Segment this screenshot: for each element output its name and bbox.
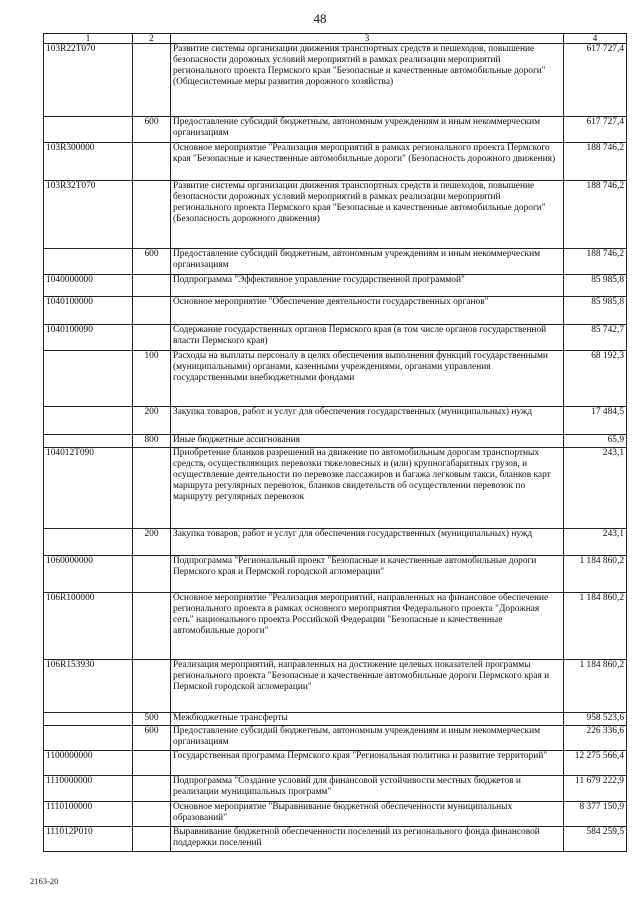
row-code: 1040000000 xyxy=(44,275,133,297)
row-amount: 584 259,5 xyxy=(564,827,627,852)
row-expense-type: 500 xyxy=(133,713,171,726)
row-expense-type xyxy=(133,802,171,827)
table-row xyxy=(44,827,627,852)
row-code: 1060000000 xyxy=(44,556,133,593)
column-number-row xyxy=(44,34,627,44)
table-row xyxy=(44,802,627,827)
row-name: Основное мероприятие "Реализация мероприятий в рамках регионального проекта Пермского края "Безопасные и качественные автомобильные дороги" (Безопасность дорожного движения) xyxy=(171,143,564,181)
row-expense-type: 800 xyxy=(133,435,171,448)
row-name: Выравнивание бюджетной обеспеченности поселений из регионального фонда финансовой поддержки поселений xyxy=(171,827,564,852)
row-amount: 85 985,8 xyxy=(564,297,627,325)
row-expense-type xyxy=(133,556,171,593)
row-expense-type xyxy=(133,181,171,249)
row-expense-type: 200 xyxy=(133,407,171,435)
row-code: 1100000000 xyxy=(44,751,133,776)
row-expense-type: 100 xyxy=(133,351,171,407)
row-expense-type: 600 xyxy=(133,249,171,275)
row-name: Подпрограмма "Региональный проект "Безопасные и качественные автомобильные дороги Пермского края и Пермской городской агломерации" xyxy=(171,556,564,593)
row-code: 103R32T070 xyxy=(44,181,133,249)
row-amount: 85 985,8 xyxy=(564,275,627,297)
row-code: 103R300000 xyxy=(44,143,133,181)
row-amount: 12 275 566,4 xyxy=(564,751,627,776)
row-amount: 1 184 860,2 xyxy=(564,556,627,593)
row-code xyxy=(44,529,133,556)
row-amount: 65,9 xyxy=(564,435,627,448)
row-expense-type xyxy=(133,143,171,181)
row-expense-type xyxy=(133,660,171,713)
row-name: Развитие системы организации движения транспортных средств и пешеходов, повышение безопасности дорожных условий мероприятий в рамках реализации мероприятий регионального проекта Пермского края "Безопасные и качественные автомобильные дороги" (Общесистемные меры развития дорожного хозяйства) xyxy=(171,44,564,117)
table-row xyxy=(44,143,627,181)
row-name: Основное мероприятие "Выравнивание бюджетной обеспеченности муниципальных образований" xyxy=(171,802,564,827)
row-code: 103R22T070 xyxy=(44,44,133,117)
row-name: Предоставление субсидий бюджетным, автономным учреждениям и иным некоммерческим организациям xyxy=(171,117,564,143)
table-row xyxy=(44,44,627,117)
row-name: Развитие системы организации движения транспортных средств и пешеходов, повышение безопасности дорожных условий мероприятий в рамках реализации мероприятий регионального проекта Пермского края "Безопасные и качественные автомобильные дороги" (Безопасность дорожного движения) xyxy=(171,181,564,249)
row-amount: 617 727,4 xyxy=(564,44,627,117)
table-row xyxy=(44,435,627,448)
table-row xyxy=(44,181,627,249)
row-amount: 85 742,7 xyxy=(564,325,627,351)
footer-document-code: 2163-20 xyxy=(30,876,59,886)
row-code: 106R100000 xyxy=(44,593,133,660)
row-amount: 226 336,6 xyxy=(564,726,627,751)
table-row xyxy=(44,776,627,802)
table-row xyxy=(44,713,627,726)
row-amount: 958 523,6 xyxy=(564,713,627,726)
row-expense-type: 600 xyxy=(133,726,171,751)
row-expense-type xyxy=(133,448,171,529)
row-code xyxy=(44,713,133,726)
row-expense-type xyxy=(133,827,171,852)
column-header-3: 3 xyxy=(171,34,564,44)
row-amount: 11 679 222,9 xyxy=(564,776,627,802)
row-expense-type xyxy=(133,593,171,660)
row-amount: 17 484,5 xyxy=(564,407,627,435)
column-header-4: 4 xyxy=(564,34,627,44)
row-expense-type xyxy=(133,325,171,351)
row-code: 111012P010 xyxy=(44,827,133,852)
row-name: Иные бюджетные ассигнования xyxy=(171,435,564,448)
row-expense-type xyxy=(133,751,171,776)
row-code: 1040100000 xyxy=(44,297,133,325)
row-code: 106R153930 xyxy=(44,660,133,713)
row-expense-type: 200 xyxy=(133,529,171,556)
table-row xyxy=(44,660,627,713)
table-row xyxy=(44,351,627,407)
row-amount: 188 746,2 xyxy=(564,249,627,275)
table-row xyxy=(44,593,627,660)
row-code: 1110000000 xyxy=(44,776,133,802)
table-row xyxy=(44,407,627,435)
row-amount: 1 184 860,2 xyxy=(564,660,627,713)
row-name: Закупка товаров, работ и услуг для обеспечения государственных (муниципальных) нужд xyxy=(171,407,564,435)
row-name: Межбюджетные трансферты xyxy=(171,713,564,726)
row-code: 104012T090 xyxy=(44,448,133,529)
table-row xyxy=(44,751,627,776)
budget-table xyxy=(43,33,627,852)
row-name: Предоставление субсидий бюджетным, автономным учреждениям и иным некоммерческим организациям xyxy=(171,726,564,751)
row-code: 1110100000 xyxy=(44,802,133,827)
row-amount: 8 377 150,9 xyxy=(564,802,627,827)
row-code xyxy=(44,351,133,407)
row-name: Государственная программа Пермского края "Региональная политика и развитие территорий" xyxy=(171,751,564,776)
table-row xyxy=(44,556,627,593)
row-code xyxy=(44,249,133,275)
page-number: 48 xyxy=(313,11,327,26)
row-amount: 188 746,2 xyxy=(564,143,627,181)
table-row xyxy=(44,117,627,143)
row-name: Предоставление субсидий бюджетным, автономным учреждениям и иным некоммерческим организациям xyxy=(171,249,564,275)
row-expense-type xyxy=(133,297,171,325)
row-name: Основное мероприятие "Обеспечение деятельности государственных органов" xyxy=(171,297,564,325)
row-amount: 243,1 xyxy=(564,529,627,556)
row-name: Закупка товаров, работ и услуг для обеспечения государственных (муниципальных) нужд xyxy=(171,529,564,556)
row-name: Подпрограмма "Создание условий для финансовой устойчивости местных бюджетов и реализации муниципальных программ" xyxy=(171,776,564,802)
row-amount: 243,1 xyxy=(564,448,627,529)
row-code xyxy=(44,726,133,751)
row-code xyxy=(44,407,133,435)
row-name: Подпрограмма "Эффективное управление государственной программой" xyxy=(171,275,564,297)
column-header-1: 1 xyxy=(44,34,133,44)
row-expense-type xyxy=(133,44,171,117)
table-row xyxy=(44,297,627,325)
row-expense-type: 600 xyxy=(133,117,171,143)
row-code: 1040100090 xyxy=(44,325,133,351)
column-header-2: 2 xyxy=(133,34,171,44)
row-amount: 68 192,3 xyxy=(564,351,627,407)
row-expense-type xyxy=(133,776,171,802)
row-name: Приобретение бланков разрешений на движение по автомобильным дорогам транспортных средств, осуществляющих перевозки тяжеловесных и (или) крупногабаритных грузов, и осуществление деятельности по перевозке пассажиров и багажа легковым такси, бланков карт маршрута регулярных перевозок, бланков свидетельств об осуществлении перевозок по маршруту регулярных перевозок xyxy=(171,448,564,529)
table-row xyxy=(44,275,627,297)
row-expense-type xyxy=(133,275,171,297)
table-row xyxy=(44,448,627,529)
row-code xyxy=(44,435,133,448)
row-name: Основное мероприятие "Реализация мероприятий, направленных на финансовое обеспечение регионального проекта в рамках основного мероприятия Федерального проекта "Дорожная сеть" национального проекта Российской Федерации "Безопасные и качественные автомобильные дороги" xyxy=(171,593,564,660)
row-name: Реализация мероприятий, направленных на достижение целевых показателей программы регионального проекта "Безопасные и качественные автомобильные дороги Пермского края и Пермской городской агломерации" xyxy=(171,660,564,713)
table-row xyxy=(44,325,627,351)
row-code xyxy=(44,117,133,143)
row-name: Расходы на выплаты персоналу в целях обеспечения выполнения функций государственными (муниципальными) органами, казенными учреждениями, органами управления государственными внебюджетными фондами xyxy=(171,351,564,407)
row-amount: 1 184 860,2 xyxy=(564,593,627,660)
table-row xyxy=(44,249,627,275)
row-amount: 617 727,4 xyxy=(564,117,627,143)
table-row xyxy=(44,529,627,556)
row-name: Содержание государственных органов Пермского края (в том числе органов государственной власти Пермского края) xyxy=(171,325,564,351)
table-row xyxy=(44,726,627,751)
row-amount: 188 746,2 xyxy=(564,181,627,249)
